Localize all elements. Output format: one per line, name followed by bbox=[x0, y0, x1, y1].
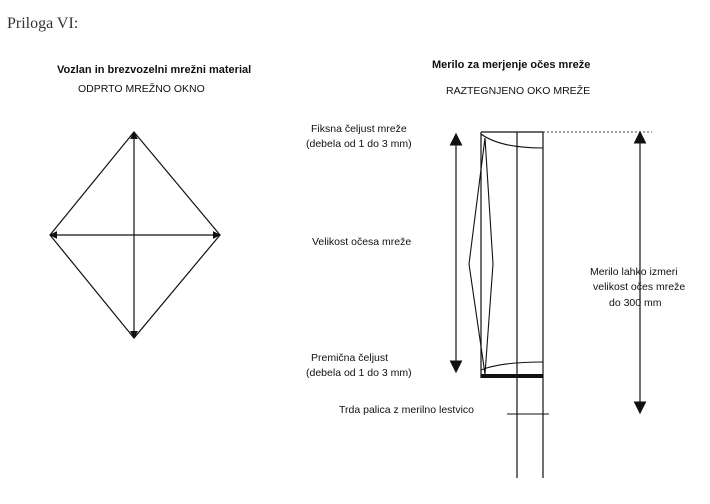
stick-label: Trda palica z merilno lestvico bbox=[339, 404, 474, 416]
movable-jaw-thickness: (debela od 1 do 3 mm) bbox=[306, 367, 412, 379]
mesh-size-label: Velikost očesa mreže bbox=[312, 236, 412, 248]
page-heading: Priloga VI: bbox=[7, 15, 79, 32]
left-panel-subtitle: ODPRTO MREŽNO OKNO bbox=[78, 83, 205, 95]
right-panel-subtitle: RAZTEGNJENO OKO MREŽE bbox=[446, 85, 591, 97]
range-note-line-2: velikost očes mreže bbox=[593, 281, 686, 293]
movable-jaw-label: Premična čeljust bbox=[311, 352, 389, 364]
fixed-jaw-label: Fiksna čeljust mreže bbox=[311, 123, 407, 135]
fixed-jaw-thickness: (debela od 1 do 3 mm) bbox=[306, 138, 412, 150]
movable-jaw bbox=[481, 362, 543, 378]
fixed-jaw bbox=[481, 134, 543, 148]
range-note-line-1: Merilo lahko izmeri bbox=[590, 266, 678, 278]
right-panel-title: Merilo za merjenje očes mreže bbox=[432, 59, 591, 71]
left-panel-title: Vozlan in brezvozelni mrežni material bbox=[57, 64, 252, 76]
range-note-line-3: do 300 mm bbox=[609, 297, 662, 309]
measuring-gauge bbox=[481, 132, 652, 478]
